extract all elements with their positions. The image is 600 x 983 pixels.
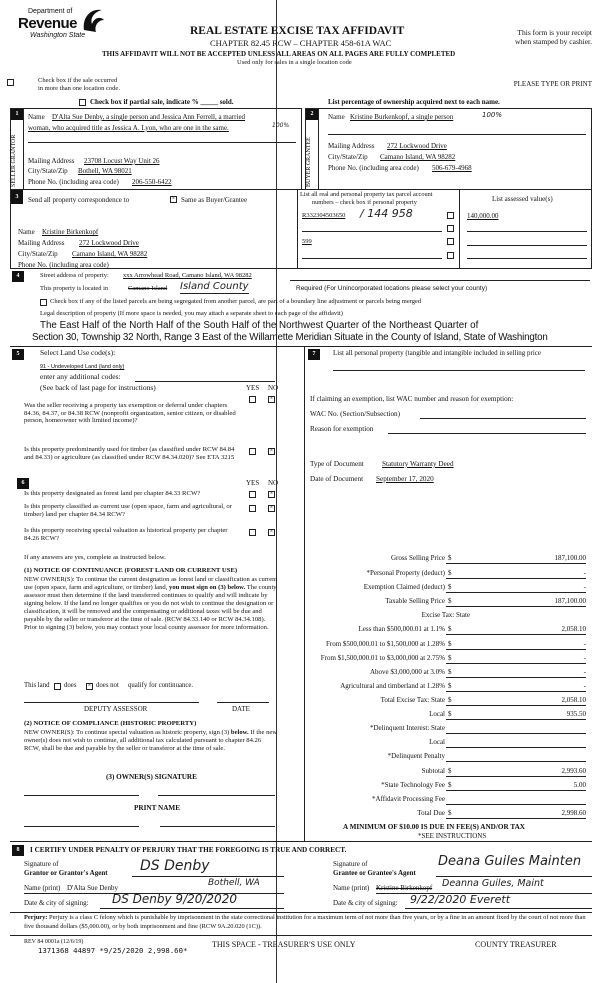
seller-name-label: Name: [28, 113, 45, 121]
personal-property-label: List all personal property (tangible and intangible included in selling price: [333, 349, 541, 357]
logo-line3: Washington State: [30, 32, 86, 39]
grantor-city-handwritten: Bothell, WA: [208, 878, 260, 888]
assessed-value-line-2[interactable]: [467, 231, 587, 232]
tax-row-dollar: $: [448, 767, 452, 775]
no-header-6: NO: [268, 479, 279, 487]
grantee-name[interactable]: Deanna Guiles, Maint: [442, 878, 544, 889]
wac-label: WAC No. (Section/Subsection): [310, 410, 401, 418]
tax-row-dollar: $: [448, 625, 452, 633]
located-county[interactable]: Island County: [180, 281, 249, 292]
tax-row-label: Local: [429, 738, 445, 746]
section-number-1: 1: [11, 109, 23, 120]
tax-row-value[interactable]: 187,100.00: [554, 554, 586, 562]
notice-compliance-title: (2) NOTICE OF COMPLIANCE (HISTORIC PROPERTY): [24, 720, 197, 727]
receipt-note-1: This form is your receipt: [517, 28, 592, 37]
notice2-text-bold: below.: [230, 729, 249, 736]
footer-divider: [10, 935, 592, 936]
multi-location-label-2: in more than one location code.: [38, 85, 120, 92]
tax-row-dollar: $: [448, 696, 452, 704]
corr-name-label: Name: [18, 228, 35, 236]
tax-row-line: [446, 691, 586, 692]
grantee-signature[interactable]: Deana Guiles Mainten: [438, 854, 582, 869]
section-number-3: 3: [11, 190, 23, 204]
grantee-date[interactable]: 9/22/2020 Everett: [410, 893, 511, 906]
notice1-text-bold: you must sign on (3) below.: [169, 584, 246, 592]
tax-row-line: [446, 634, 586, 635]
form-subtitle: CHAPTER 82.45 RCW – CHAPTER 458-61A WAC: [210, 38, 392, 48]
segregated-label: Check box if any of the listed parcels are being segregated from another parcel, are part of a boundary line adjustment or parcels being merged: [50, 298, 422, 305]
seller-name-line2[interactable]: woman, who acquired title as Jessica A. Lyon, who are one in the same.: [28, 124, 229, 132]
section-number-2: 2: [306, 109, 318, 120]
segregated-checkbox[interactable]: [40, 299, 47, 306]
notice1-text-a: NEW OWNER(S): To continue the current designation as forest land or classification as current use (open space, farm and agriculture, or timber) land,: [24, 576, 278, 592]
form-warning: THIS AFFIDAVIT WILL NOT BE ACCEPTED UNLESS ALL AREAS ON ALL PAGES ARE FULLY COMPLETED: [102, 50, 456, 58]
grantee-sig-label-2: Grantee or Grantee's Agent: [333, 869, 416, 877]
tax-row-label: From $500,000.01 to $1,500,000 at 1.28%: [326, 640, 445, 648]
treasurer-stamp: 1371368 44897 *9/25/2020 2,998.60*: [38, 946, 188, 955]
parcel-line-2[interactable]: [302, 231, 442, 232]
grantee-date-label: Date & city of signing:: [333, 899, 398, 907]
located-label: This property is located in: [40, 285, 109, 292]
exemption-intro: If claiming an exemption, list WAC number and reason for exemption:: [310, 395, 514, 403]
buyer-side-label: BUYER GRANTEE: [306, 137, 312, 187]
personal-property-checkbox-1[interactable]: [447, 212, 454, 219]
tax-row-dollar: $: [448, 640, 452, 648]
tax-row-line: [446, 719, 586, 720]
tax-row-line: [446, 804, 586, 805]
section7-left-border: [304, 346, 305, 841]
forest-no-checkbox[interactable]: ×: [269, 491, 274, 497]
notice1-text-b: The county assessor must then determine if the land transferred continues to qualify and will indicate by signing below. If the land no longer qualifies or you do not wish to continue the designation or classification, it will be removed and the compensating or additional taxes will be due and payable by the seller or transferor at the time of sale. (RCW 84.33.140 or RCW 84.34.108). Prior to signing (3) below, you may contact your local county assessor for more information.: [24, 584, 277, 632]
tax-row-line: [446, 606, 586, 607]
same-as-buyer-checkbox[interactable]: ×: [171, 196, 176, 202]
grantor-date-label: Date & city of signing:: [24, 899, 89, 907]
personal-property-checkbox-2[interactable]: [447, 225, 454, 232]
street-label: Street address of property:: [40, 272, 109, 279]
assessed-value-line-4[interactable]: [467, 258, 587, 259]
yes-header-6: YES: [246, 479, 260, 487]
does-checkbox[interactable]: [54, 683, 61, 690]
tax-row-label: *Affidavit Processing Fee: [372, 795, 445, 803]
buyer-city[interactable]: Camano Island, WA 98282: [380, 153, 456, 161]
tax-row-dollar: $: [448, 569, 452, 577]
tax-row-line: [446, 761, 586, 762]
receipt-note-2: when stamped by cashier.: [514, 37, 592, 46]
corr-phone-line[interactable]: [130, 268, 275, 269]
corr-city[interactable]: Camano Island, WA 98282: [72, 250, 148, 258]
notice-continuance-text: [24, 576, 278, 632]
tax-row-line: [446, 790, 586, 791]
buyer-name[interactable]: Kristine Burkenkopf, a single person: [350, 113, 454, 121]
minimum-due-note: A MINIMUM OF $10.00 IS DUE IN FEE(S) AND/OR TAX: [343, 823, 525, 831]
tax-row-line: [446, 592, 586, 593]
tax-row-dollar: $: [448, 781, 452, 789]
owner-signature-line-2[interactable]: [158, 795, 275, 796]
assessed-values-header: List assessed value(s): [492, 195, 553, 203]
assessed-value-1[interactable]: 140,000.00: [467, 212, 499, 220]
perjury-text: Perjury is a class C felony which is punishable by imprisonment in the state correctional institution for a maximum term of not more than five years, or by a fine in an amount fixed by the court of not more than five thousand dollars ($5,000.00), or by both imprisonment and fine (RCW 9A.20.020 (1C)).: [24, 914, 586, 930]
does-label: does: [64, 682, 77, 689]
section-number-7: 7: [308, 349, 320, 360]
perjury-divider: [10, 912, 592, 913]
grantor-signature-line: [132, 876, 284, 877]
parcels-header-1: List all real and personal property tax parcel account: [300, 191, 433, 198]
tax-row-line: [446, 818, 586, 819]
located-struck: Camano Island: [128, 285, 168, 292]
multi-location-checkbox[interactable]: [7, 79, 14, 86]
notice2-text-a: NEW OWNER(S): To continue special valuation as historic property, sign (3): [24, 729, 231, 736]
tax-row-dollar: $: [448, 597, 452, 605]
notice2-text-b: If the new owner(s) does not wish to continue, all additional tax calculated pursuant to chapter 84.26 RCW, shall be due and payable by the seller or transferor at the time of sale.: [24, 729, 278, 753]
section-number-6: 6: [17, 478, 29, 489]
owner-signature-label: (3) OWNER(S) SIGNATURE: [106, 773, 197, 781]
does-not-label: does not: [96, 682, 119, 689]
section-number-8: 8: [12, 845, 24, 856]
seller-mailing-label: Mailing Address: [28, 157, 75, 165]
current-use-yes-checkbox[interactable]: [249, 505, 256, 512]
tax-row-line: [446, 776, 586, 777]
see-instructions-note: *SEE INSTRUCTIONS: [418, 832, 487, 840]
logo-swirl-icon: [80, 6, 106, 34]
personal-property-checkbox-4[interactable]: [447, 252, 454, 259]
rev-number: REV 84 0001a (12/6/19): [24, 939, 84, 945]
tax-row-value[interactable]: -: [583, 654, 586, 662]
tax-row-label: Exemption Claimed (deduct): [363, 583, 445, 591]
question-exemption: Was the seller receiving a property tax exemption or deferral under chapters 84.36, 84.37, or 84.38 RCW (nonprofit organization, senior citizen, or disabled person, homeowner with limited income)?: [24, 402, 236, 425]
question-timber: Is this property predominantly used for timber (as classified under RCW 84.84 and 84.33) or agriculture (as classified under RCW 84.34.020)? See ETA 3215: [24, 446, 235, 461]
see-back-note: (See back of last page for instructions): [40, 383, 156, 392]
legal-description-1[interactable]: The East Half of the North Half of the South Half of the Northwest Quarter of the Northeast Quarter of: [40, 320, 479, 331]
notice-compliance-text: [24, 729, 278, 753]
if-yes-note: If any answers are yes, complete as instructed below.: [24, 554, 166, 561]
ownership-pct-note: List percentage of ownership acquired next to each name.: [328, 98, 500, 106]
tax-row-label: Local: [429, 710, 445, 718]
parcels-header-2: numbers – check box if personal property: [312, 199, 417, 206]
street-address[interactable]: xxx Arrowhead Road, Camano Island, WA 98282: [123, 272, 252, 279]
parcel-handwritten: / 144 958: [360, 207, 413, 220]
exemption-no-checkbox[interactable]: ×: [269, 396, 274, 402]
grantor-sig-label-1: Signature of: [24, 860, 59, 868]
tax-row-line: [446, 677, 586, 678]
no-header-5: NO: [268, 384, 279, 392]
tax-row-line: [446, 649, 586, 650]
qualify-label: qualify for continuance.: [128, 682, 194, 689]
grantor-name[interactable]: D'Alta Sue Denby: [67, 884, 119, 892]
tax-row-line: [446, 578, 586, 579]
tax-row-value[interactable]: -: [583, 569, 586, 577]
additional-codes-input[interactable]: [135, 381, 275, 382]
tax-row-line: [446, 663, 586, 664]
seller-mailing[interactable]: 23708 Locust Way Unit 26: [84, 157, 160, 165]
this-land-label: This land: [24, 682, 50, 689]
doc-type[interactable]: Statutory Warranty Deed: [382, 460, 454, 468]
seller-pct: 100%: [272, 122, 290, 129]
corr-phone-label: Phone No. (including area code): [18, 261, 109, 269]
perjury-notice: [24, 914, 592, 931]
does-not-checkbox[interactable]: ×: [87, 683, 92, 689]
section-number-5: 5: [12, 349, 24, 360]
logo-line2: Revenue: [18, 15, 78, 32]
deputy-date-line[interactable]: [217, 702, 269, 703]
owner-signature-line-1[interactable]: [24, 795, 139, 796]
section-divider-8: [10, 841, 592, 842]
doc-date[interactable]: September 17, 2020: [376, 475, 434, 483]
question-forest: Is this property designated as forest land per chapter 84.33 RCW?: [24, 490, 201, 497]
print-name-line-1[interactable]: [24, 826, 139, 827]
tax-row-value[interactable]: 2,058.10: [561, 625, 586, 633]
grantee-signature-line: [436, 876, 592, 877]
deputy-date-label: DATE: [232, 705, 250, 713]
historic-no-checkbox[interactable]: ×: [269, 529, 274, 535]
tax-row-dollar: $: [448, 682, 452, 690]
grantee-name-struck: Kristine Birkenkopf: [376, 884, 433, 892]
please-type-note: PLEASE TYPE OR PRINT: [513, 80, 592, 88]
land-use-code[interactable]: 91 - Undeveloped Land (land only): [40, 364, 125, 370]
tax-row-value[interactable]: 5.00: [573, 781, 586, 789]
tax-row-value[interactable]: 2,998.60: [561, 809, 586, 817]
grantor-date-line: [100, 908, 284, 909]
personal-property-checkbox-3[interactable]: [447, 238, 454, 245]
tax-row-value[interactable]: -: [583, 640, 586, 648]
parcel-number[interactable]: R332304503650: [302, 212, 346, 219]
located-required-note: Required (For Unincorporated locations please select your county): [296, 285, 488, 292]
current-use-no-checkbox[interactable]: ×: [269, 505, 274, 511]
grantor-name-label: Name (print): [24, 884, 61, 892]
logo-line1: Department of: [28, 8, 73, 15]
parcel-line-4[interactable]: [302, 258, 442, 259]
tax-row-label: Agricultural and timberland at 1.28%: [340, 682, 445, 690]
reason-label: Reason for exemption: [310, 425, 374, 433]
wac-input[interactable]: [420, 418, 586, 419]
tax-row-line: [446, 705, 586, 706]
tax-row-dollar: $: [448, 654, 452, 662]
tax-row-line: [446, 733, 586, 734]
tax-row-line: [446, 563, 586, 564]
grantee-name-label: Name (print): [333, 884, 370, 892]
tax-row-label: *Delinquent Interest: State: [369, 724, 445, 732]
tax-row-label: Total Excise Tax: State: [380, 696, 445, 704]
doc-type-label: Type of Document: [310, 460, 364, 468]
tax-row-value[interactable]: 187,100.00: [554, 597, 586, 605]
tax-row-label: Taxable Selling Price: [385, 597, 445, 605]
tax-row-label: Excise Tax: State: [421, 611, 470, 619]
corr-mailing[interactable]: 272 Lockwood Drive: [79, 239, 139, 247]
seller-side-label: SELLER GRANTOR: [11, 134, 17, 187]
buyer-blank-line: [328, 134, 586, 135]
deputy-assessor-label: DEPUTY ASSESSOR: [84, 705, 148, 713]
tax-row-label: Less than $500,000.01 at 1.1%: [358, 625, 445, 633]
tax-row-dollar: $: [448, 668, 452, 676]
tax-row-label: Subtotal: [421, 767, 445, 775]
tax-row-dollar: $: [448, 583, 452, 591]
partial-sale-checkbox[interactable]: [79, 99, 86, 106]
seller-city-label: City/State/Zip: [28, 167, 68, 175]
multi-location-label-1: Check box if the sale occurred: [38, 77, 118, 84]
tax-row-label: *Delinquent Penalty: [387, 752, 445, 760]
tax-row-label: Above $3,000,000 at 3.0%: [369, 668, 445, 676]
legal-label: Legal description of property (If more space is needed, you may attach a separate sheet to each page of the affidavit): [40, 310, 343, 317]
tax-row-value[interactable]: 2,058.10: [561, 696, 586, 704]
question-current-use: Is this property classified as current use (open space, farm and agricultural, or timber) land per chapter 84.34 RCW?: [24, 503, 232, 518]
assessed-value-line-3[interactable]: [467, 245, 587, 246]
tax-row-dollar: $: [448, 809, 452, 817]
buyer-mailing[interactable]: 272 Lockwood Drive: [387, 142, 447, 150]
reason-input[interactable]: [388, 433, 586, 434]
timber-no-checkbox[interactable]: ×: [269, 448, 274, 454]
section-number-4: 4: [12, 271, 24, 282]
exemption-yes-checkbox[interactable]: [249, 396, 256, 403]
tax-row-line: [446, 747, 586, 748]
grantor-signature[interactable]: DS Denby: [140, 858, 210, 874]
tax-row-label: From $1,500,000.01 to $3,000,000 at 2.75%: [320, 654, 445, 662]
buyer-mailing-label: Mailing Address: [328, 142, 375, 150]
section-divider-5: [10, 346, 592, 347]
tax-row-value[interactable]: -: [583, 583, 586, 591]
timber-yes-checkbox[interactable]: [249, 448, 256, 455]
forest-yes-checkbox[interactable]: [249, 491, 256, 498]
buyer-pct: 100%: [482, 111, 503, 119]
additional-codes-label: enter any additional codes:: [40, 372, 121, 381]
notice-continuance-title: (1) NOTICE OF CONTINUANCE (FOREST LAND OR CURRENT USE): [24, 567, 238, 574]
county-treasurer-label: COUNTY TREASURER: [475, 940, 557, 949]
deputy-assessor-line[interactable]: [24, 702, 199, 703]
tax-row-value[interactable]: 2,993.60: [561, 767, 586, 775]
grantee-sig-label-1: Signature of: [333, 860, 368, 868]
certify-statement: I CERTIFY UNDER PENALTY OF PERJURY THAT THE FOREGOING IS TRUE AND CORRECT.: [30, 846, 347, 854]
correspondence-label: Send all property correspondence to: [28, 196, 130, 204]
print-name-label: PRINT NAME: [134, 804, 180, 812]
perjury-label: Perjury:: [24, 914, 48, 921]
tax-row-label: *State Technology Fee: [381, 781, 445, 789]
tax-row-dollar: $: [448, 554, 452, 562]
tax-row-value[interactable]: -: [583, 668, 586, 676]
question-historic: Is this property receiving special valuation as historical property per chapter 84.26 RCW?: [24, 527, 228, 542]
seller-city[interactable]: Bothell, WA 98021: [78, 167, 132, 175]
same-as-buyer-label: Same as Buyer/Grantee: [181, 196, 248, 204]
parcel-number-3[interactable]: 599: [302, 238, 312, 245]
yes-header-5: YES: [246, 384, 260, 392]
print-name-line-2[interactable]: [160, 826, 275, 827]
historic-yes-checkbox[interactable]: [249, 529, 256, 536]
tax-row-value[interactable]: -: [583, 682, 586, 690]
corr-name[interactable]: Kristine Birkenkopf: [42, 228, 99, 236]
corr-mailing-label: Mailing Address: [18, 239, 65, 247]
buyer-city-label: City/State/Zip: [328, 153, 368, 161]
treasurer-space-label: THIS SPACE - TREASURER'S USE ONLY: [212, 940, 356, 949]
buyer-phone-label: Phone No. (including area code): [328, 164, 419, 172]
grantor-date[interactable]: DS Denby 9/20/2020: [112, 892, 237, 906]
seller-name-line1[interactable]: D'Alta Sue Denby, a single person and Jessica Ann Ferrell, a married: [52, 113, 246, 121]
corr-city-label: City/State/Zip: [18, 250, 58, 258]
used-only-note: Used only for sales in a single location code: [237, 59, 352, 66]
legal-description-2[interactable]: Section 30, Township 32 North, Range 3 East of the Willamette Meridian Situate in the County of Island, State of Washington: [32, 332, 548, 343]
tax-row-label: *Personal Property (deduct): [366, 569, 445, 577]
personal-property-line[interactable]: [333, 370, 585, 371]
seller-blank-line: [28, 142, 296, 143]
tax-row-value[interactable]: 935.50: [566, 710, 586, 718]
land-use-label: Select Land Use code(s):: [40, 348, 116, 357]
street-line: [290, 280, 590, 281]
seller-phone-label: Phone No. (including area code): [28, 178, 119, 186]
tax-row-label: Total Due: [417, 809, 445, 817]
buyer-phone[interactable]: 506-679-4968: [432, 164, 472, 172]
grantor-sig-label-2: Grantor or Grantor's Agent: [24, 869, 108, 877]
tax-row-label: Gross Selling Price: [390, 554, 445, 562]
seller-phone[interactable]: 206-550-6422: [132, 178, 172, 186]
grantee-date-line: [405, 908, 592, 909]
form-title: REAL ESTATE EXCISE TAX AFFIDAVIT: [190, 25, 405, 37]
doc-date-label: Date of Document: [310, 475, 364, 483]
partial-sale-label: Check box if partial sale, indicate % _____ sold.: [90, 98, 234, 106]
tax-row-dollar: $: [448, 710, 452, 718]
buyer-name-label: Name: [328, 113, 345, 121]
